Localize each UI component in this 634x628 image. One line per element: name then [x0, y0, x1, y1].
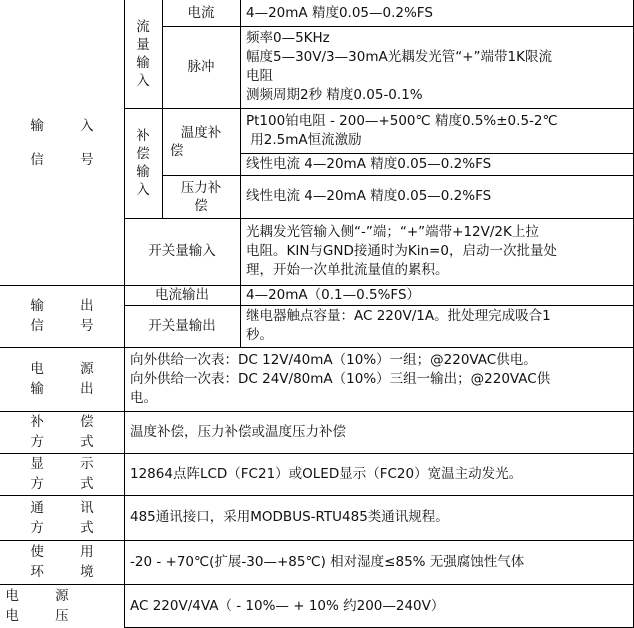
temp-comp-line: 用2.5mA恒流激励	[246, 131, 362, 148]
power-output-line: 电 源	[30, 361, 110, 377]
temp-comp-line: 温度补	[180, 124, 222, 141]
grid-line	[124, 108, 634, 109]
comp-input-char: 补	[136, 128, 150, 144]
grid-line	[0, 347, 634, 348]
supply-voltage-line: 电 源	[5, 588, 85, 604]
comp-mode-line: 方 式	[30, 434, 110, 450]
supply-voltage-line: 电 压	[5, 608, 85, 624]
grid-line	[124, 0, 125, 628]
comm-mode-line: 方 式	[30, 519, 110, 536]
flow-current-text: 4—20mA 精度0.05—0.2%FS	[246, 4, 433, 21]
comm-mode-label	[0, 495, 124, 540]
input-signal-line-2: 信 号	[30, 151, 110, 168]
flow-current-label: 电流	[187, 4, 215, 21]
current-output-label: 电流输出	[155, 286, 209, 303]
environment-line: 环 境	[30, 564, 110, 580]
input-signal-label	[0, 0, 124, 285]
power-output-label	[0, 347, 124, 411]
switch-input-line: 电阻。KIN与GND接通时为Kin=0，启动一次批量处	[246, 243, 557, 259]
output-signal-line: 信 号	[30, 318, 110, 334]
power-output-line: 输 出	[30, 381, 110, 397]
comp-input-char: 入	[136, 182, 150, 198]
grid-line	[0, 495, 634, 496]
environment-line: 使 用	[30, 544, 110, 560]
pressure-comp-text: 线性电流 4—20mA 精度0.05—0.2%FS	[246, 188, 492, 204]
supply-voltage-label	[0, 584, 85, 628]
comp-mode-text: 温度补偿，压力补偿或温度压力补偿	[130, 423, 346, 440]
grid-line	[162, 0, 163, 218]
temp-comp-label	[162, 108, 240, 175]
display-mode-text: 12864点阵LCD（FC21）或OLED显示（FC20）宽温主动发光。	[130, 465, 523, 482]
grid-line	[124, 218, 634, 219]
grid-line	[0, 285, 634, 286]
comm-mode-value	[124, 495, 634, 540]
comp-mode-label	[0, 411, 124, 453]
environment-text: -20 - +70℃(扩展-30—+85℃) 相对湿度≤85% 无强腐蚀性气体	[130, 553, 525, 570]
temp-comp-line: Pt100铂电阻 - 200—+500℃ 精度0.5%±0.5-2℃	[246, 112, 558, 129]
temp-comp-current-text: 线性电流 4—20mA 精度0.05—0.2%FS	[246, 155, 492, 172]
supply-voltage-value	[124, 584, 634, 628]
display-mode-line: 显 示	[30, 456, 110, 472]
comp-mode-line: 补 偿	[30, 414, 110, 430]
display-mode-value	[124, 453, 634, 495]
flow-pulse-value	[240, 26, 634, 108]
switch-output-label: 开关量输出	[148, 317, 216, 334]
pressure-comp-line: 压力补	[180, 179, 222, 196]
current-output-value	[240, 285, 634, 305]
grid-line	[162, 175, 634, 176]
output-signal-line: 输 出	[30, 298, 110, 314]
switch-input-label: 开关量输入	[148, 243, 216, 259]
current-output-text: 4—20mA（0.1—0.5%FS）	[246, 286, 421, 303]
power-output-value	[124, 347, 634, 411]
temp-comp-line: 偿	[170, 142, 184, 159]
comp-mode-value	[124, 411, 634, 453]
switch-input-line: 光耦发光管输入侧“-”端；“+”端带+12V/2K上拉	[246, 224, 539, 240]
grid-line	[0, 453, 634, 454]
flow-input-char: 流	[136, 19, 150, 35]
pressure-comp-line: 偿	[194, 197, 208, 214]
output-signal-label	[0, 285, 124, 347]
grid-line	[240, 0, 241, 347]
pressure-comp-value	[240, 175, 634, 218]
grid-line	[124, 305, 634, 306]
flow-input-char: 输	[136, 55, 150, 71]
switch-input-value	[240, 218, 634, 285]
flow-current-value	[240, 0, 634, 26]
power-output-text: 向外供给一次表：DC 24V/80mA（10%）三组一输出；@220VAC供	[130, 370, 551, 387]
flow-pulse-line: 频率0—5KHz	[246, 30, 330, 46]
grid-line	[240, 153, 634, 154]
flow-pulse-line: 幅度5—30V/3—30mA光耦发光管“+”端带1K限流	[246, 49, 552, 65]
environment-value	[124, 540, 634, 584]
grid-line	[0, 584, 634, 585]
supply-voltage-text: AC 220V/4VA（ - 10%— + 10% 约200—240V）	[130, 597, 445, 614]
flow-pulse-line: 电阻	[246, 68, 273, 84]
power-output-text: 向外供给一次表：DC 12V/40mA（10%）一组；@220VAC供电。	[130, 351, 537, 368]
grid-line	[0, 540, 634, 541]
switch-output-value	[240, 305, 634, 347]
input-signal-line-1: 输 入	[30, 117, 110, 134]
comm-mode-text: 485通讯接口，采用MODBUS-RTU485类通讯规程。	[130, 509, 449, 525]
grid-line	[0, 411, 634, 412]
switch-input-line: 理，开始一次单批流量值的累积。	[246, 262, 449, 278]
comp-input-char: 偿	[136, 146, 150, 162]
comp-input-label	[124, 108, 162, 218]
temp-comp-value	[240, 108, 634, 153]
flow-pulse-line: 测频周期2秒 精度0.05-0.1%	[246, 87, 423, 103]
temp-comp-current	[240, 153, 634, 175]
switch-output-line: 继电器触点容量：AC 220V/1A。批处理完成吸合1	[246, 308, 551, 324]
display-mode-line: 方 式	[30, 476, 110, 492]
environment-label	[0, 540, 124, 584]
power-output-text: 电。	[130, 389, 157, 406]
switch-output-line: 秒。	[246, 327, 273, 343]
flow-input-char: 量	[136, 37, 150, 53]
flow-input-label	[124, 0, 162, 108]
grid-line	[162, 26, 634, 27]
flow-pulse-label: 脉冲	[187, 58, 215, 75]
display-mode-label	[0, 453, 124, 495]
comm-mode-line: 通 讯	[30, 499, 110, 516]
flow-input-char: 入	[136, 73, 150, 89]
comp-input-char: 输	[136, 164, 150, 180]
pressure-comp-label	[162, 175, 240, 218]
